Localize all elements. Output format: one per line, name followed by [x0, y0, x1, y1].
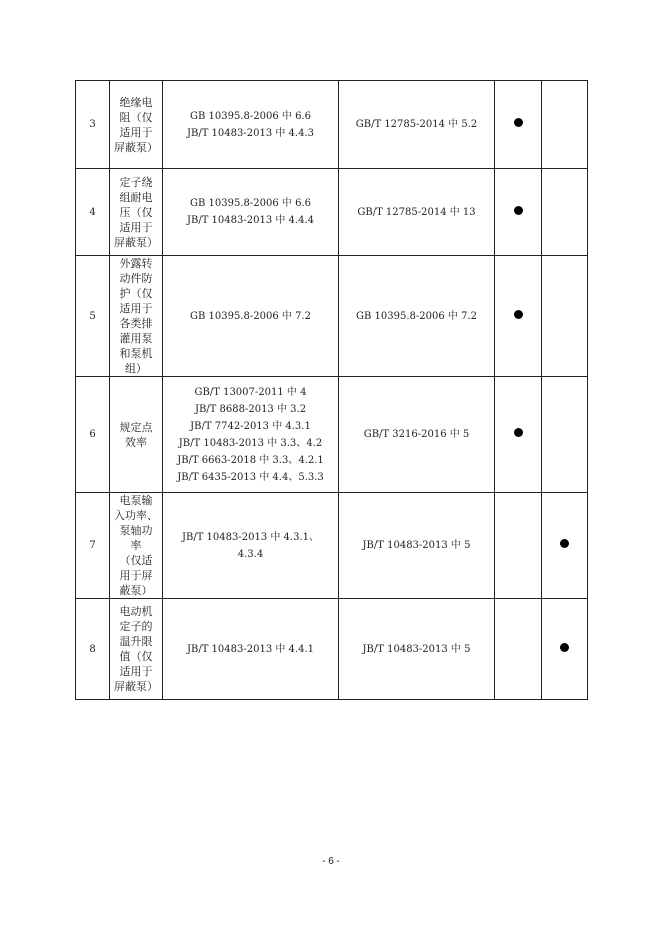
test-method: GB 10395.8-2006 中 7.2: [339, 256, 495, 377]
item-name-line: 效率: [125, 435, 147, 449]
bullet-dot-icon: [514, 310, 523, 319]
requirement-standards: [163, 377, 339, 493]
standard-line: JB/T 8688-2013 中 3.2: [194, 403, 307, 415]
item-name-line: 压（仅: [119, 205, 153, 219]
standard-line: JB/T 6663-2018 中 3.3、4.2.1: [177, 454, 324, 466]
table-row: [76, 377, 588, 493]
item-name: [110, 169, 163, 256]
row-number: 8: [76, 599, 110, 700]
item-name-line: 蔽泵）: [119, 584, 153, 597]
test-method: GB/T 12785-2014 中 13: [339, 169, 495, 256]
mark-cell-a: [495, 169, 542, 256]
bullet-dot-icon: [560, 539, 569, 548]
item-name-line: 屏蔽泵）: [114, 235, 158, 249]
test-method: JB/T 10483-2013 中 5: [339, 599, 495, 700]
item-name-line: 组）: [125, 362, 147, 375]
item-name-line: 外露转: [119, 257, 153, 270]
requirement-standards: [163, 493, 339, 599]
item-name-line: 各类排: [119, 317, 153, 330]
requirement-standards: [163, 169, 339, 256]
mark-cell-a: [495, 493, 542, 599]
row-number: 3: [76, 81, 110, 169]
mark-cell-b: [542, 256, 588, 377]
row-number: 5: [76, 256, 110, 377]
item-name-line: 定子绕: [119, 175, 153, 189]
test-method: GB/T 12785-2014 中 5.2: [339, 81, 495, 169]
standard-line: JB/T 7742-2013 中 4.3.1: [190, 420, 311, 432]
mark-cell-a: [495, 599, 542, 700]
item-name-line: 适用于: [119, 665, 153, 678]
standard-line: GB 10395.8-2006 中 7.2: [190, 310, 311, 322]
item-name-line: 组耐电: [119, 190, 153, 204]
item-name-line: 值（仅: [119, 650, 153, 663]
table-row: [76, 256, 588, 377]
bullet-dot-icon: [514, 206, 523, 215]
standard-line: JB/T 10483-2013 中 4.4.1: [186, 643, 315, 655]
item-name: [110, 493, 163, 599]
item-name: [110, 599, 163, 700]
standard-line: JB/T 10483-2013 中 3.3、4.2: [178, 437, 323, 449]
standard-line: JB/T 6435-2013 中 4.4、5.3.3: [177, 471, 324, 483]
mark-cell-b: [542, 599, 588, 700]
item-name: [110, 81, 163, 169]
item-name-line: 护（仅: [119, 287, 153, 300]
mark-cell-b: [542, 169, 588, 256]
item-name-line: （仅适: [119, 554, 153, 567]
standard-line: JB/T 10483-2013 中 4.3.1、: [181, 531, 320, 543]
item-name-line: 电泵输: [119, 494, 153, 507]
item-name-line: 定子的: [119, 620, 153, 633]
item-name-line: 泵轴功: [119, 524, 153, 537]
table-row: [76, 81, 588, 169]
page-number: - 6 -: [322, 856, 340, 867]
standard-line: GB 10395.8-2006 中 6.6: [190, 198, 311, 209]
standard-line: GB/T 13007-2011 中 4: [194, 386, 307, 398]
item-name-line: 入功率、: [114, 509, 158, 522]
item-name-line: 率: [130, 539, 142, 552]
standard-line: 4.3.4: [237, 548, 264, 560]
table-row: [76, 599, 588, 700]
mark-cell-b: [542, 81, 588, 169]
row-number: 6: [76, 377, 110, 493]
mark-cell-a: [495, 256, 542, 377]
item-name-line: 屏蔽泵）: [114, 140, 158, 154]
requirements-table: [75, 80, 588, 700]
table-row: [76, 493, 588, 599]
item-name-line: 绝缘电: [119, 95, 153, 109]
item-name-line: 和泵机: [119, 347, 153, 360]
item-name-line: 电动机: [119, 605, 153, 618]
item-name: [110, 256, 163, 377]
item-name-line: 阻（仅: [119, 110, 153, 124]
standard-line: JB/T 10483-2013 中 4.4.4: [186, 215, 315, 226]
row-number: 4: [76, 169, 110, 256]
standard-line: JB/T 10483-2013 中 4.4.3: [186, 127, 315, 139]
bullet-dot-icon: [560, 643, 569, 652]
item-name-line: 用于屏: [119, 569, 153, 582]
item-name: [110, 377, 163, 493]
table-row: [76, 169, 588, 256]
bullet-dot-icon: [514, 118, 523, 127]
test-method: JB/T 10483-2013 中 5: [339, 493, 495, 599]
item-name-line: 动件防: [119, 272, 153, 285]
requirement-standards: [163, 81, 339, 169]
mark-cell-a: [495, 81, 542, 169]
standard-line: GB 10395.8-2006 中 6.6: [190, 110, 311, 122]
item-name-line: 适用于: [119, 220, 153, 234]
item-name-line: 适用于: [119, 125, 153, 139]
item-name-line: 温升限: [119, 635, 153, 648]
requirement-standards: [163, 256, 339, 377]
mark-cell-a: [495, 377, 542, 493]
mark-cell-b: [542, 377, 588, 493]
row-number: 7: [76, 493, 110, 599]
item-name-line: 规定点: [119, 420, 153, 434]
test-method: GB/T 3216-2016 中 5: [339, 377, 495, 493]
item-name-line: 屏蔽泵）: [114, 680, 158, 693]
requirement-standards: [163, 599, 339, 700]
item-name-line: 灌用泵: [119, 332, 153, 345]
bullet-dot-icon: [514, 428, 523, 437]
item-name-line: 适用于: [119, 302, 153, 315]
mark-cell-b: [542, 493, 588, 599]
